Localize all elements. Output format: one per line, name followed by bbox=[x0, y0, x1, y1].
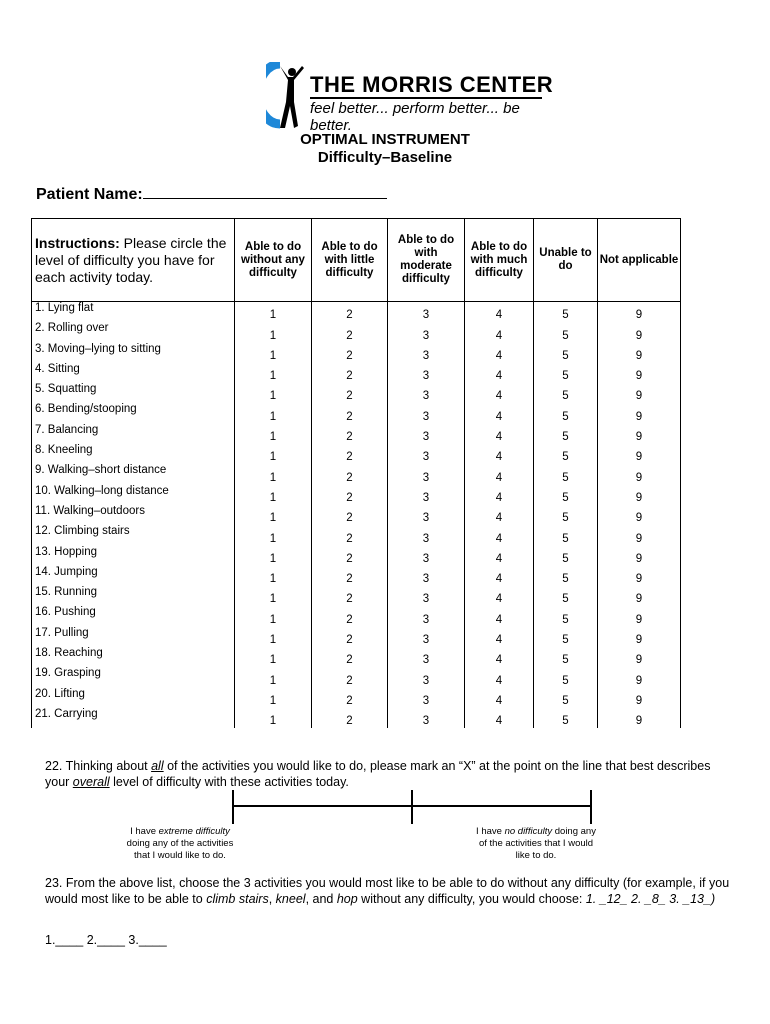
score-option[interactable]: 5 bbox=[534, 383, 598, 403]
score-option[interactable]: 9 bbox=[598, 363, 681, 383]
col-header-6 bbox=[598, 219, 681, 302]
score-option[interactable]: 1 bbox=[235, 363, 312, 383]
score-option[interactable]: 3 bbox=[388, 586, 465, 606]
score-option[interactable]: 9 bbox=[598, 444, 681, 464]
score-option[interactable]: 2 bbox=[312, 464, 388, 484]
score-option[interactable]: 9 bbox=[598, 525, 681, 545]
score-option[interactable]: 9 bbox=[598, 627, 681, 647]
score-option[interactable]: 3 bbox=[388, 688, 465, 708]
patient-name-field[interactable] bbox=[36, 184, 387, 204]
score-option[interactable]: 5 bbox=[534, 444, 598, 464]
score-option[interactable]: 4 bbox=[465, 383, 534, 403]
table-row bbox=[32, 647, 681, 667]
q23-and: , and bbox=[305, 892, 337, 906]
score-option[interactable]: 4 bbox=[465, 667, 534, 687]
table-row bbox=[32, 424, 681, 444]
score-option[interactable]: 9 bbox=[598, 302, 681, 323]
score-option[interactable]: 3 bbox=[388, 606, 465, 626]
scale-tick-middle bbox=[411, 790, 413, 824]
score-option[interactable]: 3 bbox=[388, 667, 465, 687]
table-row bbox=[32, 485, 681, 505]
table-row bbox=[32, 627, 681, 647]
col-header-4-line: with much bbox=[470, 253, 528, 266]
activity-label: 1. Lying flat bbox=[32, 302, 235, 323]
score-option[interactable]: 5 bbox=[534, 424, 598, 444]
score-option[interactable]: 3 bbox=[388, 566, 465, 586]
table-row bbox=[32, 302, 681, 323]
right-label-a2: doing any bbox=[552, 826, 596, 837]
table-row bbox=[32, 688, 681, 708]
score-option[interactable]: 2 bbox=[312, 708, 388, 728]
activity-label: 16. Pushing bbox=[32, 606, 235, 626]
tagline: feel better... perform better... be better. bbox=[310, 100, 520, 134]
score-option[interactable]: 1 bbox=[235, 566, 312, 586]
score-option[interactable]: 4 bbox=[465, 505, 534, 525]
col-header-1-line: difficulty bbox=[249, 266, 297, 279]
score-option[interactable]: 5 bbox=[534, 403, 598, 423]
score-option[interactable]: 4 bbox=[465, 424, 534, 444]
score-option[interactable]: 1 bbox=[235, 647, 312, 667]
q23-climb: climb stairs bbox=[206, 892, 269, 906]
score-option[interactable]: 3 bbox=[388, 546, 465, 566]
score-option[interactable]: 2 bbox=[312, 302, 388, 323]
brand-morris: MORRIS bbox=[362, 72, 454, 97]
activity-label: 17. Pulling bbox=[32, 627, 235, 647]
score-option[interactable]: 4 bbox=[465, 586, 534, 606]
activity-label: 21. Carrying bbox=[32, 708, 235, 728]
q23-example: 1. _12_ 2. _8_ 3. _13_) bbox=[585, 892, 716, 906]
table-row bbox=[32, 322, 681, 342]
score-option[interactable]: 2 bbox=[312, 322, 388, 342]
brand-underline bbox=[310, 97, 542, 99]
score-option[interactable]: 5 bbox=[534, 302, 598, 323]
score-option[interactable]: 1 bbox=[235, 627, 312, 647]
activity-label: 13. Hopping bbox=[32, 546, 235, 566]
score-option[interactable]: 9 bbox=[598, 343, 681, 363]
right-label-c: like to do. bbox=[515, 850, 557, 861]
activity-label: 10. Walking–long distance bbox=[32, 485, 235, 505]
col-header-2-line: with little bbox=[324, 253, 375, 266]
q23-comma: , bbox=[268, 892, 276, 906]
score-option[interactable]: 4 bbox=[465, 566, 534, 586]
score-option[interactable]: 2 bbox=[312, 688, 388, 708]
score-option[interactable]: 9 bbox=[598, 647, 681, 667]
col-header-4-line: Able to do bbox=[470, 240, 528, 253]
score-option[interactable]: 3 bbox=[388, 424, 465, 444]
score-option[interactable]: 3 bbox=[388, 485, 465, 505]
patient-name-blank[interactable] bbox=[143, 184, 387, 199]
score-option[interactable]: 2 bbox=[312, 586, 388, 606]
score-option[interactable]: 1 bbox=[235, 383, 312, 403]
activity-label: 3. Moving–lying to sitting bbox=[32, 343, 235, 363]
col-header-6-line: Not applicable bbox=[599, 253, 679, 266]
score-option[interactable]: 1 bbox=[235, 444, 312, 464]
activity-label: 11. Walking–outdoors bbox=[32, 505, 235, 525]
score-option[interactable]: 1 bbox=[235, 525, 312, 545]
q22-all: all bbox=[151, 759, 164, 773]
score-option[interactable]: 5 bbox=[534, 485, 598, 505]
figure-icon bbox=[266, 62, 310, 132]
score-option[interactable]: 3 bbox=[388, 464, 465, 484]
activity-label: 8. Kneeling bbox=[32, 444, 235, 464]
score-option[interactable]: 4 bbox=[465, 688, 534, 708]
q22-text-2: of the activities you would like to do, please mark an “X” at the point on the line that best describes your bbox=[45, 759, 711, 789]
score-option[interactable]: 3 bbox=[388, 363, 465, 383]
score-option[interactable]: 3 bbox=[388, 302, 465, 323]
score-option[interactable]: 4 bbox=[465, 546, 534, 566]
q23-text-1: 23. From the above list, choose the 3 activities you would most like to be able to do without any difficulty (for example, if you would most like to be able to bbox=[45, 876, 730, 906]
score-option[interactable]: 5 bbox=[534, 708, 598, 728]
q23-text-2: without any difficulty, you would choose: bbox=[357, 892, 586, 906]
col-header-4-line: difficulty bbox=[475, 266, 523, 279]
score-option[interactable]: 1 bbox=[235, 546, 312, 566]
patient-name-label: Patient Name: bbox=[36, 186, 143, 203]
score-option[interactable]: 2 bbox=[312, 505, 388, 525]
score-option[interactable]: 4 bbox=[465, 627, 534, 647]
score-option[interactable]: 4 bbox=[465, 363, 534, 383]
score-option[interactable]: 2 bbox=[312, 647, 388, 667]
score-option[interactable]: 9 bbox=[598, 586, 681, 606]
score-option[interactable]: 3 bbox=[388, 627, 465, 647]
score-option[interactable]: 4 bbox=[465, 464, 534, 484]
score-option[interactable]: 4 bbox=[465, 525, 534, 545]
score-option[interactable]: 9 bbox=[598, 667, 681, 687]
score-option[interactable]: 4 bbox=[465, 485, 534, 505]
activity-label: 18. Reaching bbox=[32, 647, 235, 667]
instructions-label: Instructions: bbox=[35, 234, 120, 251]
score-option[interactable]: 4 bbox=[465, 343, 534, 363]
score-option[interactable]: 5 bbox=[534, 464, 598, 484]
score-option[interactable]: 1 bbox=[235, 688, 312, 708]
score-option[interactable]: 4 bbox=[465, 322, 534, 342]
score-option[interactable]: 3 bbox=[388, 343, 465, 363]
score-option[interactable]: 1 bbox=[235, 485, 312, 505]
score-option[interactable]: 5 bbox=[534, 566, 598, 586]
q22-overall: overall bbox=[72, 775, 110, 789]
col-header-1-line: without any bbox=[241, 253, 305, 266]
score-option[interactable]: 9 bbox=[598, 383, 681, 403]
title-line-1: OPTIMAL INSTRUMENT bbox=[300, 131, 470, 148]
table-row bbox=[32, 363, 681, 383]
col-header-3-line: Able to do bbox=[397, 234, 455, 246]
score-option[interactable]: 3 bbox=[388, 708, 465, 728]
right-label-em: no difficulty bbox=[504, 826, 553, 837]
score-option[interactable]: 9 bbox=[598, 606, 681, 626]
score-option[interactable]: 5 bbox=[534, 647, 598, 667]
score-option[interactable]: 9 bbox=[598, 403, 681, 423]
scale-tick-right bbox=[590, 790, 592, 824]
table-row bbox=[32, 383, 681, 403]
right-label-a: I have bbox=[476, 826, 505, 837]
question-22 bbox=[45, 758, 735, 790]
score-option[interactable]: 9 bbox=[598, 505, 681, 525]
score-option[interactable]: 3 bbox=[388, 525, 465, 545]
activity-label: 20. Lifting bbox=[32, 688, 235, 708]
activity-label: 19. Grasping bbox=[32, 667, 235, 687]
table-row bbox=[32, 606, 681, 626]
instructions-text: Please circle the level of difficulty you have for each activity today. bbox=[35, 234, 227, 285]
score-option[interactable]: 2 bbox=[312, 546, 388, 566]
title-line-2: Difficulty–Baseline bbox=[317, 149, 453, 166]
table-row bbox=[32, 667, 681, 687]
col-header-3 bbox=[388, 219, 465, 302]
q23-hop: hop bbox=[336, 892, 358, 906]
table-row bbox=[32, 505, 681, 525]
score-option[interactable]: 5 bbox=[534, 546, 598, 566]
score-option[interactable]: 9 bbox=[598, 708, 681, 728]
score-option[interactable]: 2 bbox=[312, 627, 388, 647]
page-title bbox=[0, 131, 770, 167]
score-option[interactable]: 1 bbox=[235, 505, 312, 525]
score-option[interactable]: 5 bbox=[534, 688, 598, 708]
activity-label: 6. Bending/stooping bbox=[32, 403, 235, 423]
col-header-1-line: Able to do bbox=[244, 240, 302, 253]
score-option[interactable]: 4 bbox=[465, 708, 534, 728]
answer-blanks[interactable]: 1.____ 2.____ 3.____ bbox=[45, 933, 167, 947]
score-option[interactable]: 1 bbox=[235, 586, 312, 606]
logo bbox=[266, 62, 556, 132]
table-row bbox=[32, 343, 681, 363]
score-option[interactable]: 4 bbox=[465, 302, 534, 323]
score-option[interactable]: 5 bbox=[534, 505, 598, 525]
score-option[interactable]: 1 bbox=[235, 708, 312, 728]
activity-label: 2. Rolling over bbox=[32, 322, 235, 342]
right-label-b: of the activities that I would bbox=[478, 838, 594, 849]
score-option[interactable]: 5 bbox=[534, 606, 598, 626]
score-option[interactable]: 1 bbox=[235, 322, 312, 342]
score-option[interactable]: 2 bbox=[312, 485, 388, 505]
q22-text-1: 22. Thinking about bbox=[45, 759, 152, 773]
brand-the: THE bbox=[310, 72, 356, 97]
brand-center: CENTER bbox=[459, 72, 554, 97]
activity-label: 14. Jumping bbox=[32, 566, 235, 586]
q22-text-3: level of difficulty with these activities today. bbox=[109, 775, 349, 789]
scale-left-label bbox=[110, 826, 250, 862]
table-row bbox=[32, 444, 681, 464]
score-option[interactable]: 5 bbox=[534, 667, 598, 687]
col-header-4 bbox=[465, 219, 534, 302]
score-option[interactable]: 5 bbox=[534, 343, 598, 363]
score-option[interactable]: 3 bbox=[388, 383, 465, 403]
score-option[interactable]: 4 bbox=[465, 647, 534, 667]
score-option[interactable]: 9 bbox=[598, 688, 681, 708]
score-option[interactable]: 9 bbox=[598, 546, 681, 566]
score-option[interactable]: 1 bbox=[235, 302, 312, 323]
col-header-5-line: do bbox=[558, 260, 573, 272]
activity-label: 5. Squatting bbox=[32, 383, 235, 403]
score-option[interactable]: 2 bbox=[312, 403, 388, 423]
activity-label: 9. Walking–short distance bbox=[32, 464, 235, 484]
score-option[interactable]: 5 bbox=[534, 363, 598, 383]
score-option[interactable]: 4 bbox=[465, 606, 534, 626]
score-option[interactable]: 1 bbox=[235, 667, 312, 687]
score-option[interactable]: 5 bbox=[534, 627, 598, 647]
score-option[interactable]: 2 bbox=[312, 606, 388, 626]
left-label-b: doing any of the activities bbox=[126, 838, 234, 849]
score-option[interactable]: 3 bbox=[388, 403, 465, 423]
col-header-2 bbox=[312, 219, 388, 302]
score-option[interactable]: 2 bbox=[312, 525, 388, 545]
score-option[interactable]: 1 bbox=[235, 343, 312, 363]
score-option[interactable]: 2 bbox=[312, 444, 388, 464]
score-option[interactable]: 3 bbox=[388, 322, 465, 342]
table-row bbox=[32, 403, 681, 423]
col-header-5-line: Unable to bbox=[539, 247, 592, 259]
table-row bbox=[32, 708, 681, 728]
score-option[interactable]: 2 bbox=[312, 424, 388, 444]
col-header-2-line: difficulty bbox=[325, 266, 374, 279]
score-option[interactable]: 2 bbox=[312, 343, 388, 363]
score-option[interactable]: 1 bbox=[235, 464, 312, 484]
score-option[interactable]: 1 bbox=[235, 403, 312, 423]
score-option[interactable]: 9 bbox=[598, 566, 681, 586]
score-option[interactable]: 4 bbox=[465, 444, 534, 464]
table-row bbox=[32, 546, 681, 566]
score-option[interactable]: 2 bbox=[312, 383, 388, 403]
score-option[interactable]: 9 bbox=[598, 322, 681, 342]
score-option[interactable]: 5 bbox=[534, 322, 598, 342]
score-option[interactable]: 2 bbox=[312, 363, 388, 383]
score-option[interactable]: 9 bbox=[598, 424, 681, 444]
difficulty-table bbox=[31, 218, 681, 728]
score-option[interactable]: 2 bbox=[312, 566, 388, 586]
col-header-1 bbox=[235, 219, 312, 302]
q23-kneel: kneel bbox=[275, 892, 306, 906]
question-23 bbox=[45, 875, 735, 907]
score-option[interactable]: 3 bbox=[388, 647, 465, 667]
activity-label: 4. Sitting bbox=[32, 363, 235, 383]
difficulty-scale-line[interactable] bbox=[232, 790, 592, 824]
scale-right-label bbox=[466, 826, 606, 862]
score-option[interactable]: 3 bbox=[388, 505, 465, 525]
score-option[interactable]: 2 bbox=[312, 667, 388, 687]
instructions-cell bbox=[32, 219, 235, 302]
score-option[interactable]: 3 bbox=[388, 444, 465, 464]
table-row bbox=[32, 525, 681, 545]
left-label-a: I have bbox=[130, 826, 159, 837]
score-option[interactable]: 1 bbox=[235, 606, 312, 626]
score-option[interactable]: 9 bbox=[598, 485, 681, 505]
scale-tick-left bbox=[232, 790, 234, 824]
table-row bbox=[32, 464, 681, 484]
col-header-3-line: with moderate bbox=[400, 247, 452, 272]
score-option[interactable]: 1 bbox=[235, 424, 312, 444]
col-header-3-line: difficulty bbox=[402, 273, 450, 285]
score-option[interactable]: 5 bbox=[534, 586, 598, 606]
col-header-2-line: Able to do bbox=[321, 240, 378, 253]
left-label-em: extreme difficulty bbox=[158, 826, 230, 837]
col-header-5 bbox=[534, 219, 598, 302]
activity-label: 7. Balancing bbox=[32, 424, 235, 444]
left-label-c: that I would like to do. bbox=[134, 850, 226, 861]
activity-label: 12. Climbing stairs bbox=[32, 525, 235, 545]
score-option[interactable]: 4 bbox=[465, 403, 534, 423]
activity-rows bbox=[32, 302, 681, 729]
table-row bbox=[32, 586, 681, 606]
score-option[interactable]: 9 bbox=[598, 464, 681, 484]
score-option[interactable]: 5 bbox=[534, 525, 598, 545]
table-row bbox=[32, 566, 681, 586]
activity-label: 15. Running bbox=[32, 586, 235, 606]
